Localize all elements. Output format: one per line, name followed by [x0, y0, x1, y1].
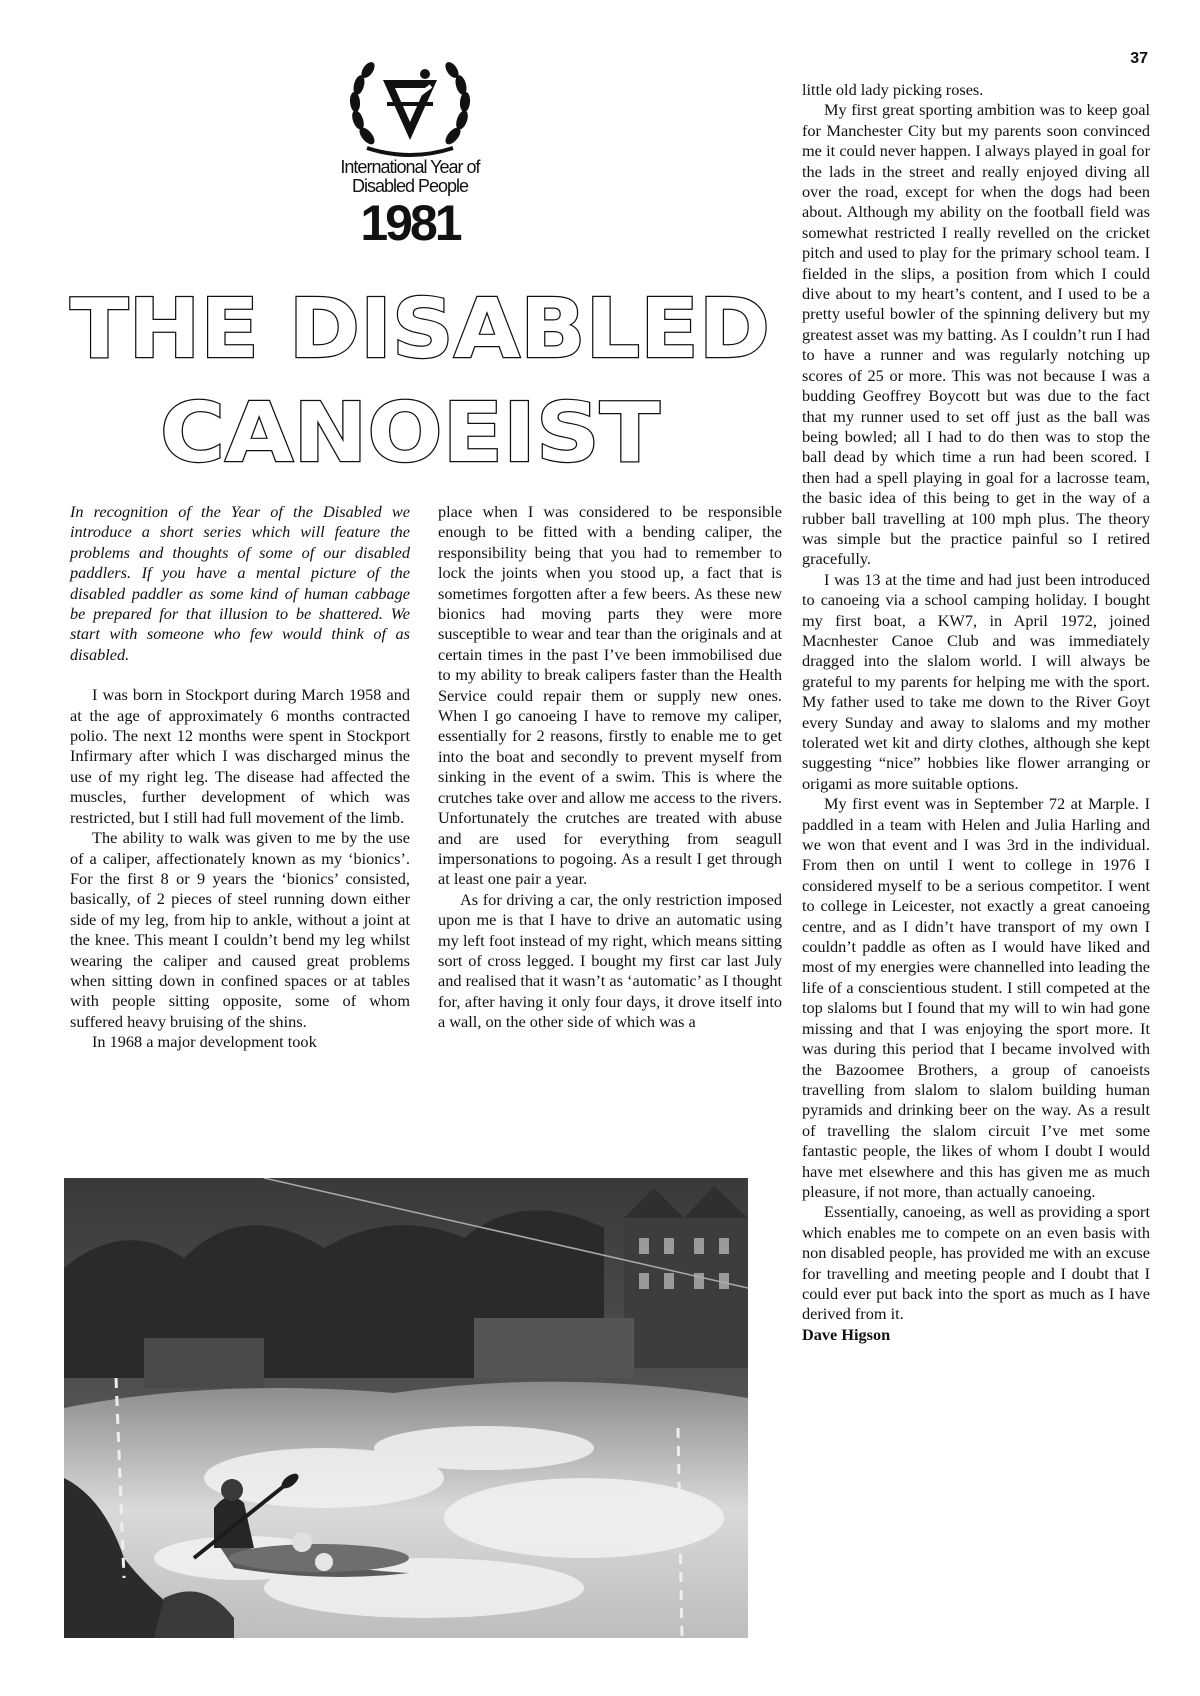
paragraph: In 1968 a major development took	[92, 1032, 317, 1052]
paragraph: My first event was in September 72 at Marple. I paddled in a team with Helen and Julia Harling and we won that event and I was 3rd in the individual. From then on until I went to college in 1976 I considered myself to be a serious competitor. I went to college in Leicester, not exactly a great canoeing centre, and as I didn’t have transport of my own I couldn’t paddle as often as I would have liked and most of my energies were channelled into leading the life of a conscientious student. I still competed at the top slaloms but I found that my will to win had gone missing and that I was enjoying the sport more. It was during this period that I became involved with the Bazoomee Brothers, a group of canoeists travelling from slalom to slalom building human pyramids and drinking beer on the way. As a result of travelling the slalom circuit I’ve met some fantastic people, the likes of whom I doubt I would have met elsewhere and this has given me as much pleasure, if not more, than actually canoeing.	[802, 794, 1150, 1201]
article-column-2	[438, 502, 782, 1033]
headline	[60, 285, 780, 485]
paragraph: Essentially, canoeing, as well as providing a sport which enables me to compete on an even basis with non disabled people, has provided me with an excuse for travelling and meeting people and I doubt that I could ever put back into the sport as much as I have derived from it.	[802, 1202, 1150, 1324]
article-column-3	[802, 80, 1150, 1345]
wreath-logo-icon	[345, 58, 475, 158]
paragraph: As for driving a car, the only restriction imposed upon me is that I have to drive an automatic using my left foot instead of my right, which means sitting sort of cross legged. I bought my first car last July and realised that it wasn’t as ‘automatic’ as I thought for, after having it only four days, it drove itself into a wall, on the other side of which was a	[438, 889, 782, 1032]
emblem-line-1: International Year of	[340, 157, 480, 177]
author-signature: Dave Higson	[802, 1324, 891, 1344]
intro-paragraph: In recognition of the Year of the Disabled we introduce a short series which will feature the problems and thoughts of some of our disabled paddlers. If you have a mental picture of the disabled paddler as some kind of human cabbage be prepared for that illusion to be shattered. We start with someone who few would think of as disabled.	[70, 502, 410, 664]
paragraph: I was 13 at the time and had just been introduced to canoeing via a school camping holiday. I bought my first boat, a KW7, in April 1972, joined Macnhester Canoe Club and was immediately dragged into the slalom world. I will always be grateful to my parents for helping me with the sport. My father used to take me down to the River Goyt every Sunday and away to slaloms and my mother tolerated wet kit and dirty clothes, although she kept suggesting “nice” hobbies like flower arranging or origami as more suitable options.	[802, 569, 1150, 793]
headline-line-2: CANOEIST	[160, 386, 661, 481]
paragraph: The ability to walk was given to me by the use of a caliper, affectionately known as my ‘bionics’. For the first 8 or 9 years the ‘bionics’ consisted, basically, of 2 pieces of steel running down either side of my leg, from hip to ankle, without a joint at the knee. This meant I couldn’t bend my leg whilst wearing the caliper and caused great problems when sitting down in confined spaces or at tables with people sitting opposite, some of whom suffered heavy bruising of the shins.	[70, 828, 410, 1031]
iydp-emblem	[330, 58, 490, 278]
emblem-line-2: Disabled People	[351, 176, 469, 196]
paragraph: My first great sporting ambition was to keep goal for Manchester City but my parents soon convinced me it could never happen. I always played in goal for the lads in the street and really enjoyed diving all over the road, except for when the dogs had been about. Although my ability on the football field was somewhat restricted I really revelled on the cricket pitch and used to play for the primary school team. I fielded in the slips, a position from which I could dive about to my heart’s content, and I used to be a pretty useful bowler of the spinning delivery but my greatest asset was my batting. As I couldn’t run I had to have a runner and was regularly notching up scores of 25 or more. This was not because I was a budding Geoffrey Boycott but was due to the fact that my runner used to set off just as the ball was being bowled; all I had to do then was to stop the ball dead by which time a run had been scored. I then had a spell playing in goal for a lacrosse team, the basic idea of this being to get in the way of a rubber ball travelling at 100 mph plus. The theory was simple but the practice painful so I retired gracefully.	[802, 100, 1150, 569]
article-column-1	[70, 502, 410, 1053]
page-number: 37	[1130, 50, 1148, 67]
paragraph: place when I was considered to be responsible enough to be fitted with a bending caliper, the responsibility being that you had to remember to lock the joints when you stood up, a fact that is sometimes forgotten after a few beers. As these new bionics had moving parts they were more susceptible to wear and tear than the originals and at certain times in the past I’ve been immobilised due to my ability to break calipers faster than the Health Service could repair them or supply new ones. When I go canoeing I have to remove my caliper, essentially for 2 reasons, firstly to enable me to get into the boat and secondly to prevent myself from sinking in the event of a swim. This is where the crutches take over and allow me access to the rivers. Unfortunately the crutches are treated with abuse and are used for everything from seagull impersonations to pogoing. As a result I get through at least one pair a year.	[438, 502, 782, 889]
canoeist-photo	[64, 1178, 748, 1638]
headline-line-1: THE DISABLED	[70, 285, 770, 377]
emblem-year: 1981	[360, 195, 460, 251]
paragraph: little old lady picking roses.	[802, 80, 984, 99]
paragraph: I was born in Stockport during March 1958 and at the age of approximately 6 months contracted polio. The next 12 months were spent in Stockport Infirmary after which I was discharged minus the use of my right leg. The disease had affected the muscles, further development of which was restricted, but I still had full movement of the limb.	[70, 685, 410, 827]
